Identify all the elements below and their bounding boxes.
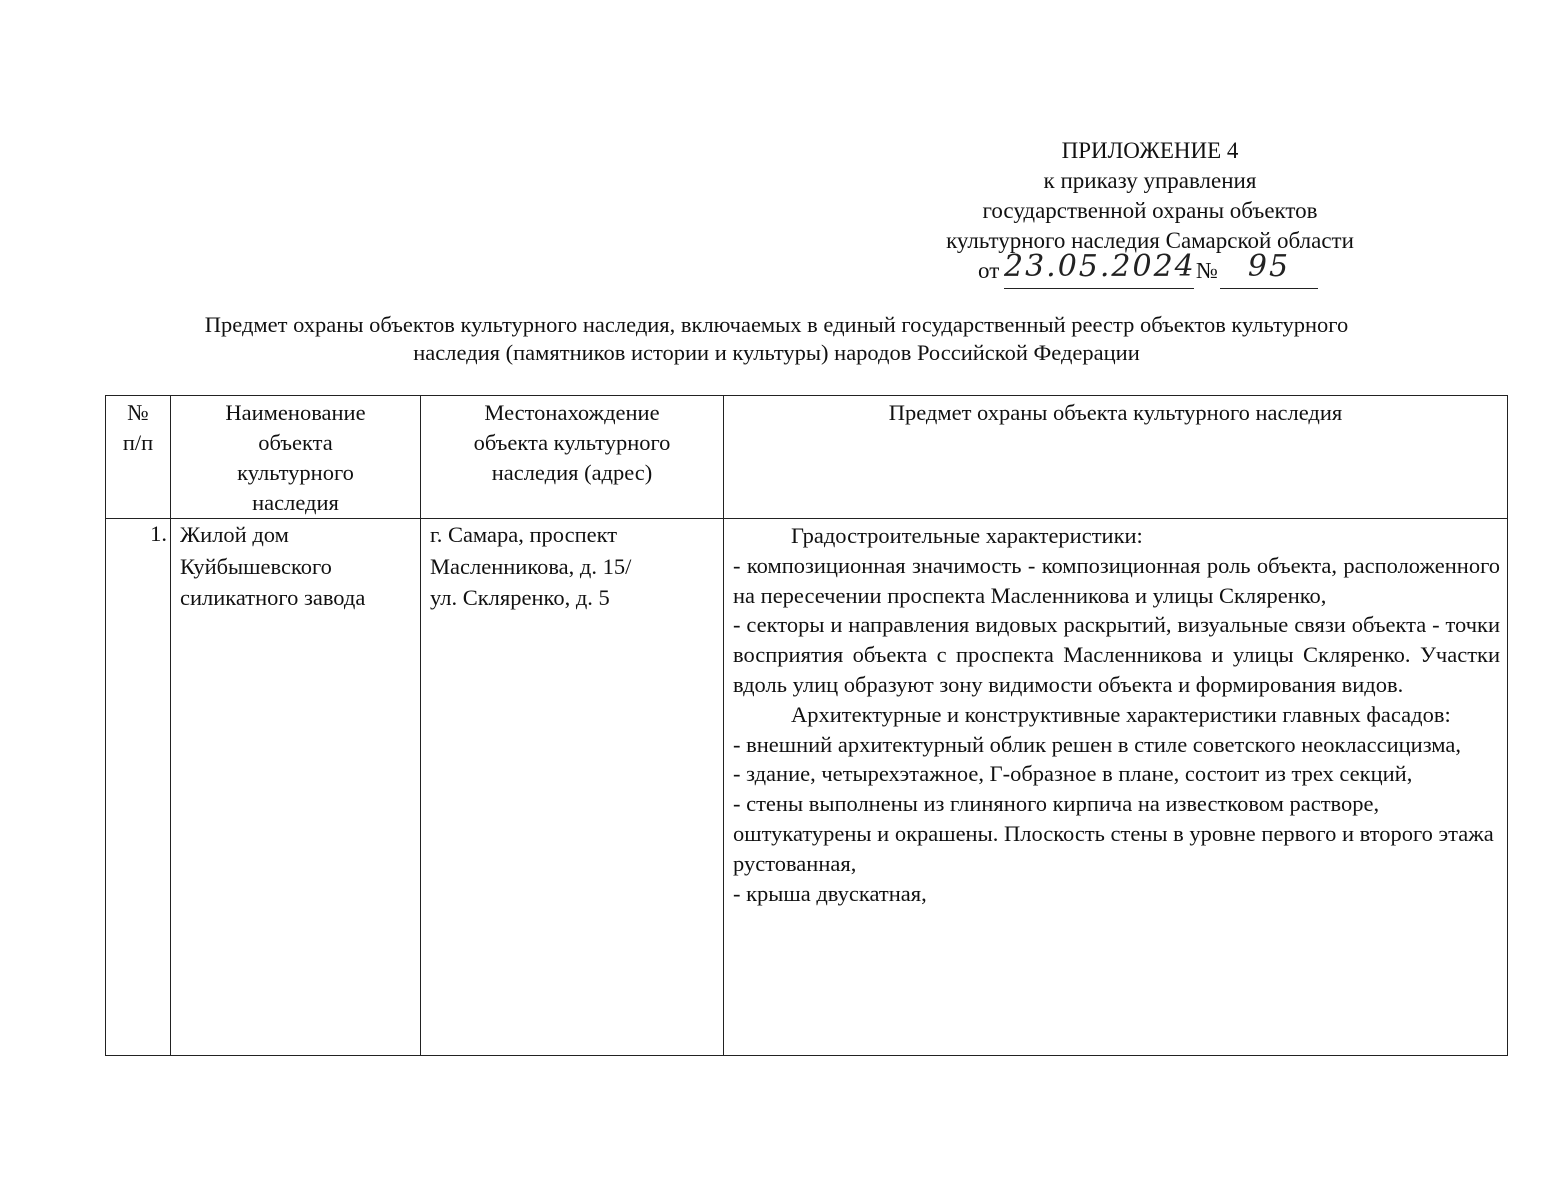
handwritten-number: 95 [1220,250,1318,289]
number-prefix: № [1196,258,1218,283]
appendix-title: ПРИЛОЖЕНИЕ 4 [1061,138,1239,163]
subject-paragraph: Архитектурные и конструктивные характеристики главных фасадов: [791,701,1451,727]
subject-paragraph: - здание, четырехэтажное, Г-образное в плане, состоит из трех секций, [733,761,1413,787]
table-header-row [106,396,1508,519]
appendix-line-2: государственной охраны объектов [982,198,1318,223]
handwritten-date: 23.05.2024 [1004,250,1194,289]
title-line-1: Предмет охраны объектов культурного наследия, включаемых в единый государственный реестр объектов культурного [204,312,1349,337]
table-row [106,519,1508,1056]
subject-paragraph: - внешний архитектурный облик решен в стиле советского неоклассицизма, [733,731,1461,757]
title-line-2: наследия (памятников истории и культуры) народов Российской Федерации [413,340,1140,365]
subject-paragraph: - секторы и направления видовых раскрытий, визуальные связи объекта - точки восприятия объекта с проспекта Масленникова и улицы Скляренко. Участки вдоль улиц образуют зону видимости объекта и формирования видов. [733,612,1500,697]
header-subject: Предмет охраны объекта культурного наследия [724,396,1508,519]
subject-paragraph: - крыша двускатная, [733,880,927,906]
header-name: Наименование объекта культурного наследия [171,396,421,519]
document-title [120,311,1433,367]
subject-paragraph: - стены выполнены из глиняного кирпича на известковом растворе, оштукатурены и окрашены. Плоскость стены в уровне первого и второго этажа рустованная, [733,791,1494,876]
row-number: 1. [106,519,171,1056]
header-address: Местонахождение объекта культурного наследия (адрес) [421,396,724,519]
heritage-table [105,395,1508,1056]
protection-subject [724,519,1508,1056]
subject-paragraph: Градостроительные характеристики: [791,523,1143,548]
appendix-line-1: к приказу управления [1043,168,1257,193]
appendix-header [880,136,1420,286]
appendix-line-3: культурного наследия Самарской области [946,228,1354,253]
object-name: Жилой дом Куйбышевского силикатного завода [171,519,421,1056]
header-number: № п/п [106,396,171,519]
subject-paragraph: - композиционная значимость - композиционная роль объекта, расположенного на пересечении проспекта Масленникова и улицы Скляренко, [733,552,1500,608]
object-address: г. Самара, проспект Масленникова, д. 15/ ул. Скляренко, д. 5 [421,519,724,1056]
order-date-number-line [880,249,1420,286]
date-prefix: от [978,258,1000,283]
